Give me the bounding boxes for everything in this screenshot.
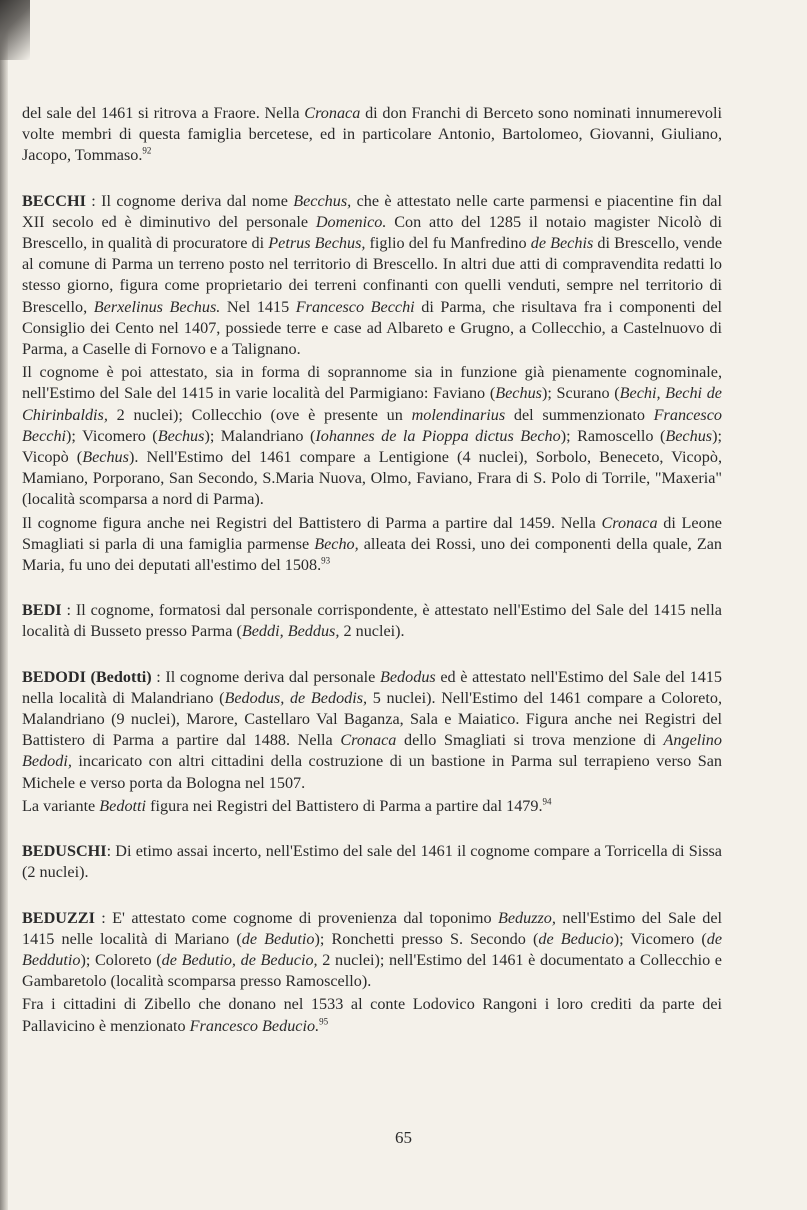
beduzzi-paragraph-1: BEDUZZI : E' attestato come cognome di provenienza dal toponimo Beduzzo, nell'Estimo del Sale del 1415 nelle località di Mariano (de Bedutio); Ronchetti presso S. Secondo (de Beducio); Vicomero (de Beddutio); Coloreto (de Bedutio, de Beducio, 2 nuclei); nell'Estimo del 1461 è documentato a Collecchio e Gambaretolo (località scomparsa presso Ramoscello).	[22, 908, 722, 991]
footnote-ref: 94	[542, 796, 552, 807]
intro-paragraph: del sale del 1461 si ritrova a Fraore. Nella Cronaca di don Franchi di Berceto sono nominati innumerevoli volte membri di questa famiglia bercetese, ed in particolare Antonio, Bartolomeo, Giovanni, Giuliano, Jacopo, Tommaso.$^{92}$	[22, 104, 722, 165]
footnote-ref: 92	[142, 146, 152, 157]
page-number: 65	[395, 1128, 412, 1147]
beduschi-paragraph-1: BEDUSCHI: Di etimo assai incerto, nell'Estimo del sale del 1461 il cognome compare a Torricella di Sissa (2 nuclei).	[22, 842, 722, 882]
page-body	[22, 103, 722, 1039]
bedi-paragraph-1: BEDI : Il cognome, formatosi dal personale corrispondente, è attestato nell'Estimo del Sale del 1415 nella località di Busseto presso Parma (Beddi, Beddus, 2 nuclei).	[22, 601, 722, 641]
entry-bedodi	[22, 667, 722, 817]
entry-heading: BEDODI (Bedotti)	[22, 667, 152, 686]
beduzzi-paragraph-2: Fra i cittadini di Zibello che donano nel 1533 al conte Lodovico Rangoni i loro crediti da parte dei Pallavicino è menzionato Francesco Beducio.$^{95}$	[22, 995, 722, 1035]
becchi-paragraph-1: BECCHI : Il cognome deriva dal nome Becchus, che è attestato nelle carte parmensi e piacentine fin dal XII secolo ed è diminutivo del personale Domenico. Con atto del 1285 il notaio magister Nicolò di Brescello, in qualità di procuratore di Petrus Bechus, figlio del fu Manfredino de Bechis di Brescello, vende al comune di Parma un terreno posto nel territorio di Brescello. In altri due atti di compravendita redatti lo stesso giorno, figura come proprietario dei terreni confinanti con quelli venduti, sempre nel territorio di Brescello, Berxelinus Bechus. Nel 1415 Francesco Becchi di Parma, che risultava fra i componenti del Consiglio dei Cento nel 1407, possiede terre e case ad Albareto e Grugno, a Collecchio, a Castelnuovo di Parma, a Caselle di Fornovo e a Talignano.	[22, 191, 723, 359]
bedodi-paragraph-1: BEDODI (Bedotti) : Il cognome deriva dal personale Bedodus ed è attestato nell'Estimo del Sale del 1415 nella località di Malandriano (Bedodus, de Bedodis, 5 nuclei). Nell'Estimo del 1461 compare a Coloreto, Malandriano (9 nuclei), Marore, Castellaro Val Baganza, Sala e Maiatico. Figura anche nei Registri del Battistero di Parma a partire dal 1488. Nella Cronaca dello Smagliati si trova menzione di Angelino Bedodi, incaricato con altri cittadini della costruzione di un bastione in Parma sul terrapieno verso San Michele e verso porta da Bologna nel 1507.	[22, 667, 722, 792]
entry-bedi	[22, 600, 722, 642]
bedodi-paragraph-2: La variante Bedotti figura nei Registri del Battistero di Parma a partire dal 1479.94	[22, 796, 552, 815]
entry-heading: BEDUZZI	[22, 908, 95, 927]
entry-beduzzi	[22, 908, 722, 1037]
entry-heading: BECCHI	[22, 191, 86, 210]
entry-beduschi	[22, 841, 722, 883]
scan-shadow-edge	[0, 0, 8, 1210]
entry-heading: BEDUSCHI	[22, 842, 107, 861]
footnote-ref: 93	[321, 555, 331, 566]
scan-corner-shadow	[0, 0, 30, 60]
entry-becchi	[22, 191, 722, 577]
entry-heading: BEDI	[22, 601, 62, 620]
becchi-paragraph-2: Il cognome è poi attestato, sia in forma di soprannome sia in funzione già pienamente cognominale, nell'Estimo del Sale del 1415 in varie località del Parmigiano: Faviano (Bechus); Scurano (Bechi, Bechi de Chirinbaldis, 2 nuclei); Collecchio (ove è presente un molendinarius del summenzionato Francesco Becchi); Vicomero (Bechus); Malandriano (Iohannes de la Pioppa dictus Becho); Ramoscello (Bechus); Vicopò (Bechus). Nell'Estimo del 1461 compare a Lentigione (4 nuclei), Sorbolo, Beneceto, Vicopò, Mamiano, Porporano, San Secondo, S.Maria Nuova, Olmo, Faviano, Frara di S. Polo di Torrile, "Maxeria" (località scomparsa a nord di Parma).	[22, 363, 723, 509]
footnote-ref: 95	[319, 1016, 329, 1027]
becchi-paragraph-3: Il cognome figura anche nei Registri del Battistero di Parma a partire dal 1459. Nella Cronaca di Leone Smagliati si parla di una famiglia parmense Becho, alleata dei Rossi, uno dei componenti della quale, Zan Maria, fu uno dei deputati all'estimo del 1508.93	[22, 513, 723, 575]
